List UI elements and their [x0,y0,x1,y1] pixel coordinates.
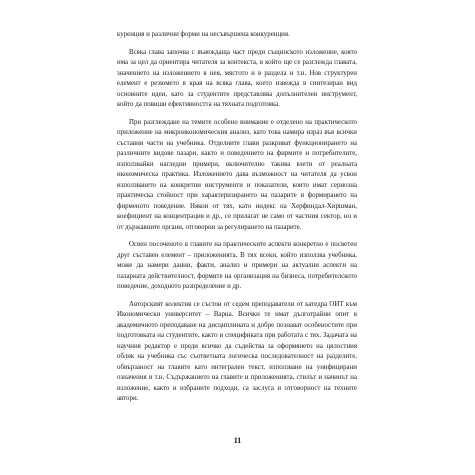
page-number: 11 [233,436,242,445]
body-text [117,30,357,412]
paragraph-continuation: куренция и различни форми на несъвършена конкуренция. [117,31,290,38]
paragraph-appendices: Освен посоченото в главите на практическите аспекти конкретно е посветен друг съставен елемент – приложенията. В тях всеки, който използва учебника, може да намери данни, факти, анализ и примери на актуални аспекти на пазарната действителност, формите на организация на бизнеса, потребителското поведение, доходното разпределение и др. [117,241,357,290]
paragraph-practical-application: При разглеждане на темите особено внимание е отделено на практическото приложение на микроикономическия анализ, като това намира израз във всички съставни части на учебника. Отделните глави разкриват функционирането на различните видове пазари, както и поведението на фирмите и потребителите, използвайки нагледни примери, включително такива взети от реалната икономическа практика. Изложението дава възможност на читателя да усвои използването на конкретни инструменти и показатели, които имат сериозна практическа стойност при характеризирането на пазарите и формирането на фирменото поведение. Някои от тях, като индекс на Херфиндал-Хиршман, коефициент на концентрация и др., се прилагат не само от частния сектор, но и от държавните органи, отговорни за регулирането на пазарите. [117,118,357,231]
paragraph-authors: Авторският колектив се състои от седем преподаватели от катедра ОИТ към Икономически университет – Варна. Всички те имат дълготрайни опит в академичното преподаване на дисциплината и добре познават особеностите при подготовката на студентите, както и спецификата при работата с тях. Задачата на научния редактор е преди всичко да съдейства за оформянето на цялостния облик на учебника със съответната логическа последователност на разделите, обвързаност на главите като интегрален текст, използване на унифицирани означения и т.н. Съдържанието на главите и приложенията, стилът и начинът на изложение, както и избраните подходи, са заслуга и отговорност на техните автори. [117,300,357,402]
paragraph-chapter-structure: Всяка глава започва с въвеждаща част преди същинското изложение, която има за цел да ориентира читателя за контекста, в който ще се разглежда главата, значението на изложението в нея, мястото и в раздела и т.н. Нов структурен елемент е резюмето в края на всяка глава, което извежда в синтезиран вид основните идеи, като за студентите представлява допълнителен инструмент, който да повиши ефективността на тяхната подготовка. [117,48,357,108]
